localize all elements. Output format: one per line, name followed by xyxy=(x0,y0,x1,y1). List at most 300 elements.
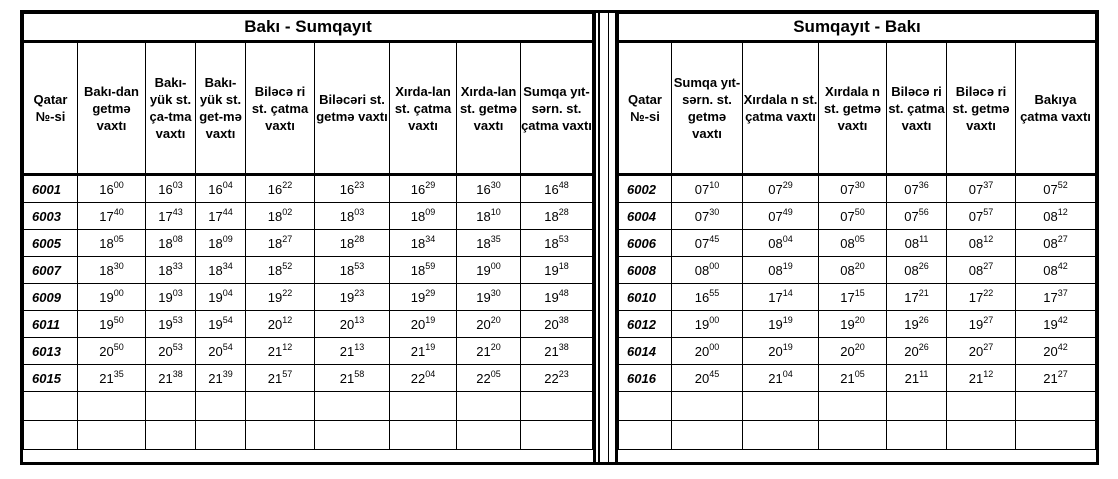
empty-row xyxy=(619,421,1096,450)
column-header: Xırda-lan st. çatma vaxtı xyxy=(390,42,457,175)
empty-cell xyxy=(315,421,390,450)
time-cell xyxy=(457,284,521,311)
time-cell xyxy=(819,365,887,392)
empty-cell xyxy=(887,392,947,421)
time-cell xyxy=(146,257,196,284)
time-hour: 18 xyxy=(339,262,355,278)
time-hour: 20 xyxy=(694,370,710,386)
time-cell xyxy=(196,203,246,230)
time-minute: 35 xyxy=(113,368,124,379)
time-hour: 20 xyxy=(99,343,114,359)
time-hour: 19 xyxy=(694,316,710,332)
time-cell xyxy=(521,338,593,365)
time-hour: 21 xyxy=(968,370,984,386)
time-minute: 23 xyxy=(558,368,569,379)
time-cell xyxy=(947,284,1016,311)
time-hour: 21 xyxy=(267,370,283,386)
train-number: 6011 xyxy=(24,311,78,338)
table-row xyxy=(24,203,593,230)
time-minute: 20 xyxy=(854,260,865,271)
time-cell xyxy=(887,284,947,311)
time-cell xyxy=(819,203,887,230)
empty-cell xyxy=(819,392,887,421)
time-minute: 18 xyxy=(558,260,569,271)
table-row xyxy=(24,257,593,284)
table-row xyxy=(24,284,593,311)
time-hour: 20 xyxy=(158,343,173,359)
column-header: Biləcə ri st. çatma vaxtı xyxy=(887,42,947,175)
time-cell xyxy=(315,365,390,392)
time-minute: 13 xyxy=(354,341,365,352)
time-hour: 08 xyxy=(904,235,920,251)
time-cell xyxy=(78,257,146,284)
time-minute: 20 xyxy=(854,341,865,352)
time-cell xyxy=(390,257,457,284)
time-cell xyxy=(1016,338,1096,365)
time-hour: 16 xyxy=(208,181,223,197)
time-cell xyxy=(947,257,1016,284)
time-cell xyxy=(743,338,819,365)
time-hour: 08 xyxy=(840,235,855,251)
time-hour: 18 xyxy=(544,208,559,224)
time-cell xyxy=(672,203,743,230)
empty-cell xyxy=(619,421,672,450)
time-minute: 09 xyxy=(222,233,233,244)
time-cell xyxy=(390,311,457,338)
time-cell xyxy=(246,284,315,311)
train-number: 6012 xyxy=(619,311,672,338)
column-header: Sumqa yıt-sərn. st. çatma vaxtı xyxy=(521,42,593,175)
empty-cell xyxy=(24,421,78,450)
time-hour: 16 xyxy=(544,181,559,197)
empty-cell xyxy=(947,421,1016,450)
time-hour: 19 xyxy=(208,289,223,305)
table-row xyxy=(619,257,1096,284)
time-minute: 50 xyxy=(854,206,865,217)
time-cell xyxy=(146,338,196,365)
time-minute: 26 xyxy=(918,314,929,325)
time-hour: 18 xyxy=(476,208,491,224)
empty-cell xyxy=(315,392,390,421)
time-hour: 20 xyxy=(968,343,984,359)
time-hour: 07 xyxy=(904,181,919,197)
time-hour: 19 xyxy=(840,316,855,332)
time-minute: 37 xyxy=(983,179,994,190)
time-cell xyxy=(315,175,390,203)
time-hour: 07 xyxy=(768,181,783,197)
time-minute: 49 xyxy=(782,206,793,217)
time-minute: 58 xyxy=(354,368,365,379)
time-minute: 19 xyxy=(425,341,436,352)
time-minute: 05 xyxy=(854,368,865,379)
time-hour: 21 xyxy=(840,370,855,386)
time-hour: 21 xyxy=(267,343,283,359)
time-minute: 13 xyxy=(354,314,365,325)
time-minute: 27 xyxy=(1057,368,1068,379)
table-row xyxy=(619,230,1096,257)
time-hour: 17 xyxy=(208,208,223,224)
train-number-header: Qatar №-si xyxy=(619,42,672,175)
time-minute: 34 xyxy=(222,260,233,271)
time-hour: 07 xyxy=(694,181,710,197)
train-number: 6005 xyxy=(24,230,78,257)
time-cell xyxy=(390,175,457,203)
time-hour: 19 xyxy=(476,289,491,305)
time-cell xyxy=(521,175,593,203)
column-header: Biləcəri st. getmə vaxtı xyxy=(315,42,390,175)
table-row xyxy=(24,338,593,365)
time-hour: 20 xyxy=(476,316,491,332)
time-cell xyxy=(819,284,887,311)
time-hour: 21 xyxy=(904,370,920,386)
time-hour: 19 xyxy=(158,289,173,305)
time-minute: 27 xyxy=(983,260,994,271)
time-cell xyxy=(887,338,947,365)
time-hour: 19 xyxy=(208,316,223,332)
time-minute: 28 xyxy=(558,206,569,217)
time-minute: 10 xyxy=(490,206,501,217)
time-minute: 59 xyxy=(425,260,436,271)
time-hour: 08 xyxy=(1043,235,1058,251)
time-hour: 22 xyxy=(410,370,426,386)
time-minute: 19 xyxy=(425,314,436,325)
time-cell xyxy=(146,284,196,311)
time-cell xyxy=(196,175,246,203)
time-hour: 07 xyxy=(840,181,855,197)
column-header: Bakı-yük st. get-mə vaxtı xyxy=(196,42,246,175)
time-cell xyxy=(743,284,819,311)
time-minute: 04 xyxy=(782,368,793,379)
time-hour: 18 xyxy=(158,262,173,278)
train-number: 6009 xyxy=(24,284,78,311)
time-minute: 11 xyxy=(919,233,929,244)
time-hour: 21 xyxy=(410,343,426,359)
time-minute: 44 xyxy=(222,206,233,217)
time-minute: 00 xyxy=(709,260,720,271)
train-number: 6006 xyxy=(619,230,672,257)
time-cell xyxy=(246,203,315,230)
time-cell xyxy=(887,230,947,257)
time-hour: 08 xyxy=(1043,208,1058,224)
time-cell xyxy=(390,230,457,257)
time-minute: 36 xyxy=(918,179,929,190)
time-cell xyxy=(1016,203,1096,230)
time-hour: 08 xyxy=(768,235,783,251)
time-cell xyxy=(457,365,521,392)
time-cell xyxy=(246,230,315,257)
time-hour: 18 xyxy=(410,262,426,278)
table-row xyxy=(24,230,593,257)
train-number: 6010 xyxy=(619,284,672,311)
time-hour: 07 xyxy=(694,208,710,224)
time-minute: 00 xyxy=(709,314,720,325)
train-number: 6013 xyxy=(24,338,78,365)
time-minute: 12 xyxy=(983,233,994,244)
train-number: 6015 xyxy=(24,365,78,392)
empty-row xyxy=(619,392,1096,421)
time-hour: 18 xyxy=(410,235,426,251)
time-minute: 22 xyxy=(282,287,293,298)
empty-cell xyxy=(390,421,457,450)
time-minute: 35 xyxy=(490,233,501,244)
table-row xyxy=(24,175,593,203)
train-number: 6001 xyxy=(24,175,78,203)
time-cell xyxy=(819,338,887,365)
time-cell xyxy=(457,230,521,257)
time-hour: 08 xyxy=(904,262,919,278)
train-number: 6004 xyxy=(619,203,672,230)
time-minute: 40 xyxy=(113,206,124,217)
time-hour: 16 xyxy=(267,181,283,197)
time-cell xyxy=(390,338,457,365)
time-hour: 20 xyxy=(208,343,223,359)
time-hour: 07 xyxy=(968,208,984,224)
time-hour: 08 xyxy=(694,262,710,278)
time-minute: 43 xyxy=(172,206,183,217)
time-hour: 19 xyxy=(544,289,559,305)
time-minute: 11 xyxy=(919,368,929,379)
time-minute: 23 xyxy=(354,287,365,298)
time-cell xyxy=(947,365,1016,392)
time-cell xyxy=(743,257,819,284)
time-hour: 08 xyxy=(768,262,783,278)
time-hour: 19 xyxy=(99,316,114,332)
time-minute: 05 xyxy=(854,233,865,244)
time-hour: 07 xyxy=(768,208,783,224)
table-row xyxy=(619,338,1096,365)
time-cell xyxy=(196,257,246,284)
time-cell xyxy=(390,284,457,311)
table-separator xyxy=(596,10,615,465)
time-hour: 20 xyxy=(840,343,855,359)
empty-cell xyxy=(1016,421,1096,450)
time-cell xyxy=(521,284,593,311)
time-hour: 16 xyxy=(476,181,491,197)
time-hour: 19 xyxy=(158,316,173,332)
time-cell xyxy=(672,257,743,284)
table-row xyxy=(619,203,1096,230)
time-minute: 48 xyxy=(558,287,569,298)
column-header: Xırda-lan st. getmə vaxtı xyxy=(457,42,521,175)
time-cell xyxy=(146,311,196,338)
time-cell xyxy=(315,284,390,311)
time-minute: 42 xyxy=(1057,341,1068,352)
empty-cell xyxy=(390,392,457,421)
time-hour: 18 xyxy=(267,208,283,224)
time-hour: 16 xyxy=(339,181,355,197)
time-minute: 20 xyxy=(490,314,501,325)
empty-cell xyxy=(1016,392,1096,421)
time-hour: 22 xyxy=(476,370,491,386)
empty-cell xyxy=(196,392,246,421)
time-minute: 53 xyxy=(172,314,183,325)
time-minute: 38 xyxy=(558,341,569,352)
table-row xyxy=(619,175,1096,203)
time-minute: 26 xyxy=(918,260,929,271)
time-hour: 18 xyxy=(339,208,355,224)
time-minute: 12 xyxy=(282,314,293,325)
time-hour: 16 xyxy=(99,181,114,197)
time-cell xyxy=(196,230,246,257)
sumqayit-baku-title: Sumqayıt - Bakı xyxy=(619,14,1096,42)
time-cell xyxy=(521,230,593,257)
time-minute: 00 xyxy=(113,179,124,190)
time-minute: 00 xyxy=(709,341,720,352)
time-hour: 16 xyxy=(694,289,710,305)
time-cell xyxy=(1016,175,1096,203)
time-cell xyxy=(521,257,593,284)
empty-cell xyxy=(521,392,593,421)
time-hour: 20 xyxy=(544,316,559,332)
header-row xyxy=(619,42,1096,175)
time-minute: 27 xyxy=(282,233,293,244)
empty-cell xyxy=(246,421,315,450)
time-cell xyxy=(672,175,743,203)
table-row xyxy=(619,311,1096,338)
time-hour: 19 xyxy=(768,316,783,332)
time-minute: 48 xyxy=(558,179,569,190)
time-hour: 21 xyxy=(158,370,173,386)
time-hour: 21 xyxy=(544,343,559,359)
header-row xyxy=(24,42,593,175)
time-minute: 12 xyxy=(983,368,994,379)
baku-sumqayit-table xyxy=(23,13,593,450)
time-hour: 17 xyxy=(968,289,984,305)
time-minute: 30 xyxy=(854,179,865,190)
time-cell xyxy=(78,203,146,230)
time-cell xyxy=(457,338,521,365)
time-hour: 18 xyxy=(339,235,355,251)
time-minute: 27 xyxy=(983,341,994,352)
time-hour: 22 xyxy=(544,370,559,386)
time-minute: 04 xyxy=(425,368,436,379)
empty-cell xyxy=(146,392,196,421)
time-hour: 07 xyxy=(1043,181,1058,197)
column-header: Biləcə ri st. getmə vaxtı xyxy=(947,42,1016,175)
time-hour: 18 xyxy=(208,235,223,251)
baku-sumqayit-schedule xyxy=(20,10,596,465)
time-minute: 15 xyxy=(854,287,865,298)
empty-row xyxy=(24,421,593,450)
column-header: Xırdala n st. çatma vaxtı xyxy=(743,42,819,175)
time-cell xyxy=(887,257,947,284)
time-cell xyxy=(672,311,743,338)
time-minute: 02 xyxy=(282,206,293,217)
time-hour: 17 xyxy=(1043,289,1058,305)
time-minute: 14 xyxy=(782,287,793,298)
empty-cell xyxy=(196,421,246,450)
time-hour: 18 xyxy=(544,235,559,251)
time-cell xyxy=(947,338,1016,365)
time-hour: 21 xyxy=(768,370,783,386)
time-minute: 22 xyxy=(983,287,994,298)
time-cell xyxy=(457,257,521,284)
time-hour: 19 xyxy=(476,262,491,278)
time-cell xyxy=(819,257,887,284)
time-cell xyxy=(146,175,196,203)
time-hour: 16 xyxy=(410,181,426,197)
time-minute: 56 xyxy=(918,206,929,217)
time-hour: 19 xyxy=(99,289,114,305)
time-minute: 30 xyxy=(709,206,720,217)
time-minute: 19 xyxy=(782,314,793,325)
time-minute: 42 xyxy=(1057,260,1068,271)
time-hour: 20 xyxy=(768,343,783,359)
time-cell xyxy=(743,365,819,392)
time-cell xyxy=(246,311,315,338)
time-hour: 17 xyxy=(840,289,855,305)
time-cell xyxy=(457,175,521,203)
empty-cell xyxy=(521,421,593,450)
time-minute: 00 xyxy=(113,287,124,298)
time-minute: 34 xyxy=(425,233,436,244)
time-hour: 19 xyxy=(267,289,283,305)
time-cell xyxy=(196,311,246,338)
time-cell xyxy=(743,203,819,230)
time-cell xyxy=(315,257,390,284)
empty-cell xyxy=(457,421,521,450)
time-hour: 18 xyxy=(410,208,426,224)
time-minute: 28 xyxy=(354,233,365,244)
time-minute: 53 xyxy=(172,341,183,352)
time-cell xyxy=(196,365,246,392)
time-minute: 45 xyxy=(709,233,720,244)
time-minute: 54 xyxy=(222,341,233,352)
time-cell xyxy=(196,284,246,311)
empty-cell xyxy=(619,392,672,421)
column-header: Bakı-yük st. ça-tma vaxtı xyxy=(146,42,196,175)
empty-cell xyxy=(887,421,947,450)
time-hour: 18 xyxy=(158,235,173,251)
time-minute: 19 xyxy=(782,260,793,271)
time-cell xyxy=(1016,230,1096,257)
time-hour: 07 xyxy=(694,235,710,251)
time-cell xyxy=(457,203,521,230)
time-minute: 29 xyxy=(425,287,436,298)
table-row xyxy=(619,365,1096,392)
time-minute: 08 xyxy=(172,233,183,244)
time-minute: 50 xyxy=(113,314,124,325)
time-cell xyxy=(743,230,819,257)
train-number: 6016 xyxy=(619,365,672,392)
time-hour: 20 xyxy=(410,316,426,332)
baku-sumqayit-title: Bakı - Sumqayıt xyxy=(24,14,593,42)
column-header: Bakıya çatma vaxtı xyxy=(1016,42,1096,175)
time-hour: 17 xyxy=(99,208,114,224)
time-cell xyxy=(315,338,390,365)
time-minute: 04 xyxy=(222,179,233,190)
time-cell xyxy=(390,203,457,230)
time-cell xyxy=(672,338,743,365)
time-minute: 27 xyxy=(983,314,994,325)
time-hour: 21 xyxy=(99,370,114,386)
time-cell xyxy=(246,338,315,365)
time-minute: 38 xyxy=(172,368,183,379)
time-minute: 00 xyxy=(490,260,501,271)
time-hour: 20 xyxy=(694,343,710,359)
empty-cell xyxy=(672,421,743,450)
time-minute: 52 xyxy=(282,260,293,271)
time-minute: 50 xyxy=(113,341,124,352)
time-cell xyxy=(947,203,1016,230)
time-minute: 03 xyxy=(172,287,183,298)
time-cell xyxy=(315,203,390,230)
time-cell xyxy=(390,365,457,392)
time-cell xyxy=(672,365,743,392)
time-minute: 37 xyxy=(1057,287,1068,298)
time-hour: 17 xyxy=(904,289,919,305)
time-cell xyxy=(78,311,146,338)
